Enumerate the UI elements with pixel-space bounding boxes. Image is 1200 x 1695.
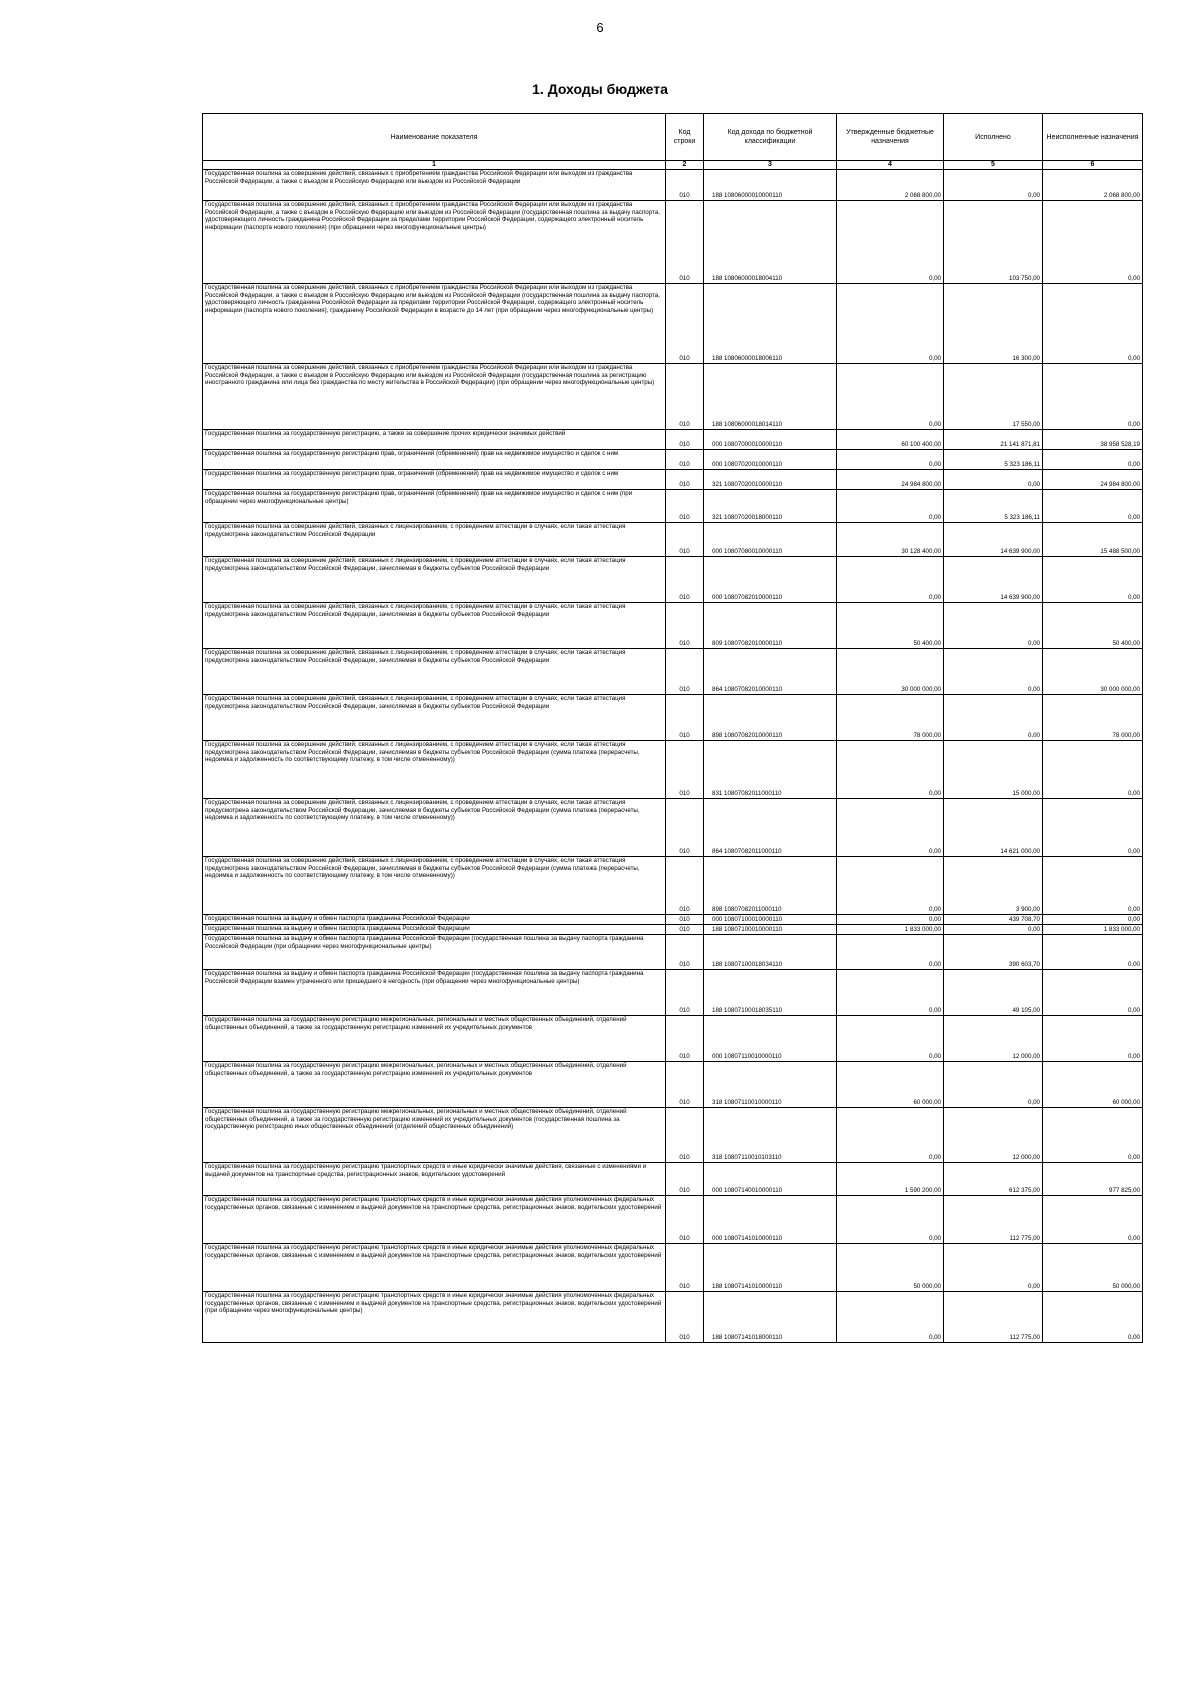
row-approved: 0,00 [837,1016,944,1062]
row-revenue-code: 000 10807080010000110 [704,523,837,557]
row-revenue-code: 000 10807140010000110 [704,1163,837,1196]
row-revenue-code: 188 10807100010000110 [704,925,837,935]
row-unexecuted: 50 400,00 [1043,603,1143,649]
row-unexecuted: 0,00 [1043,364,1143,430]
row-line-code: 010 [666,284,704,364]
row-approved: 0,00 [837,741,944,799]
row-executed: 5 323 186,11 [944,450,1043,470]
row-executed: 0,00 [944,695,1043,741]
table-row [203,649,1143,695]
row-indicator-name: Государственная пошлина за государственную регистрацию межрегиональных, региональных и местных общественных объединений, отделений общественных объединений, а также за государственную регистрацию изменений их учредительных документов [203,1062,666,1108]
row-unexecuted: 1 833 000,00 [1043,925,1143,935]
row-line-code: 010 [666,170,704,201]
table-row [203,1292,1143,1343]
row-unexecuted: 0,00 [1043,490,1143,523]
row-indicator-name: Государственная пошлина за государственную регистрацию транспортных средств и иные юридически значимые действия уполномоченных федеральных государственных органов, связанные с изменением и выдачей документов на транспортные средства, регистрационных знаков, водительских удостоверений (при обращении через многофункциональные центры) [203,1292,666,1343]
row-executed: 0,00 [944,170,1043,201]
table-row [203,1016,1143,1062]
row-indicator-name: Государственная пошлина за совершение действий, связанных с лицензированием, с проведением аттестации в случаях, если такая аттестация предусмотрена законодательством Российской Федерации, зачисляемая в бюджеты субъектов Российской Федерации [203,603,666,649]
row-executed: 0,00 [944,1062,1043,1108]
row-revenue-code: 898 10807082010000110 [704,695,837,741]
row-approved: 30 000 000,00 [837,649,944,695]
row-indicator-name: Государственная пошлина за совершение действий, связанных с лицензированием, с проведением аттестации в случаях, если такая аттестация предусмотрена законодательством Российской Федерации, зачисляемая в бюджеты субъектов Российской Федерации (сумма платежа (перерасчеты, недоимка и задолженность по соответствующему платежу, в том числе отмененному)) [203,857,666,915]
row-revenue-code: 318 10807110010000110 [704,1062,837,1108]
row-unexecuted: 0,00 [1043,557,1143,603]
row-unexecuted: 0,00 [1043,915,1143,925]
header-executed: Исполнено [944,114,1043,161]
row-approved: 0,00 [837,450,944,470]
row-line-code: 010 [666,741,704,799]
row-unexecuted: 0,00 [1043,799,1143,857]
row-indicator-name: Государственная пошлина за государственную регистрацию прав, ограничений (обременений) прав на недвижимое имущество и сделок с ним [203,450,666,470]
row-unexecuted: 78 000,00 [1043,695,1143,741]
page-number: 6 [596,20,604,35]
row-indicator-name: Государственная пошлина за государственную регистрацию прав, ограничений (обременений) прав на недвижимое имущество и сделок с ним (при обращении через многофункциональные центры) [203,490,666,523]
table-row [203,925,1143,935]
row-unexecuted: 60 000,00 [1043,1062,1143,1108]
row-line-code: 010 [666,1292,704,1343]
table-row [203,799,1143,857]
row-approved: 0,00 [837,1108,944,1163]
row-line-code: 010 [666,430,704,450]
row-unexecuted: 24 984 800,00 [1043,470,1143,490]
row-unexecuted: 0,00 [1043,1196,1143,1244]
row-executed: 612 375,00 [944,1163,1043,1196]
table-row [203,201,1143,284]
row-executed: 49 105,00 [944,970,1043,1016]
row-line-code: 010 [666,857,704,915]
row-line-code: 010 [666,915,704,925]
row-executed: 14 621 000,00 [944,799,1043,857]
row-approved: 0,00 [837,201,944,284]
row-line-code: 010 [666,1062,704,1108]
row-executed: 12 000,00 [944,1016,1043,1062]
row-revenue-code: 188 10807141010000110 [704,1244,837,1292]
row-line-code: 010 [666,1244,704,1292]
row-approved: 78 000,00 [837,695,944,741]
row-approved: 0,00 [837,364,944,430]
row-approved: 1 590 200,00 [837,1163,944,1196]
row-unexecuted: 2 068 800,00 [1043,170,1143,201]
row-unexecuted: 977 825,00 [1043,1163,1143,1196]
row-revenue-code: 864 10807082010000110 [704,649,837,695]
row-revenue-code: 000 10807082010000110 [704,557,837,603]
row-line-code: 010 [666,925,704,935]
row-unexecuted: 38 958 528,19 [1043,430,1143,450]
column-number: 6 [1043,161,1143,170]
row-executed: 112 775,00 [944,1196,1043,1244]
table-row [203,1244,1143,1292]
row-revenue-code: 321 10807020010000110 [704,470,837,490]
row-revenue-code: 000 10807020010000110 [704,450,837,470]
row-line-code: 010 [666,201,704,284]
row-revenue-code: 000 10807000010000110 [704,430,837,450]
row-line-code: 010 [666,490,704,523]
row-indicator-name: Государственная пошлина за совершение действий, связанных с лицензированием, с проведением аттестации в случаях, если такая аттестация предусмотрена законодательством Российской Федерации, зачисляемая в бюджеты субъектов Российской Федерации [203,695,666,741]
column-number: 5 [944,161,1043,170]
table-row [203,970,1143,1016]
row-line-code: 010 [666,603,704,649]
table-row [203,557,1143,603]
row-indicator-name: Государственная пошлина за выдачу и обмен паспорта гражданина Российской Федерации [203,925,666,935]
header-line-code: Код строки [666,114,704,161]
row-approved: 0,00 [837,490,944,523]
column-number: 2 [666,161,704,170]
row-indicator-name: Государственная пошлина за государственную регистрацию, а также за совершение прочих юридически значимых действий [203,430,666,450]
row-revenue-code: 000 10807100010000110 [704,915,837,925]
row-indicator-name: Государственная пошлина за совершение действий, связанных с приобретением гражданства Российской Федерации или выходом из гражданства Российской Федерации, а также с въездом в Российскую Федерацию или выездом из Российской Федерации (государственная пошлина за регистрацию иностранного гражданина или лица без гражданства по месту жительства в Российской Федерации) (при обращении через многофункциональные центры) [203,364,666,430]
row-revenue-code: 831 10807082011000110 [704,741,837,799]
row-unexecuted: 0,00 [1043,1108,1143,1163]
row-executed: 15 000,00 [944,741,1043,799]
table-row [203,170,1143,201]
row-executed: 12 000,00 [944,1108,1043,1163]
table-row [203,695,1143,741]
row-executed: 103 750,00 [944,201,1043,284]
row-revenue-code: 898 10807082011000110 [704,857,837,915]
row-indicator-name: Государственная пошлина за совершение действий, связанных с лицензированием, с проведением аттестации в случаях, если такая аттестация предусмотрена законодательством Российской Федерации, зачисляемая в бюджеты субъектов Российской Федерации (сумма платежа (перерасчеты, недоимка и задолженность по соответствующему платежу, в том числе отмененному)) [203,741,666,799]
row-executed: 16 300,00 [944,284,1043,364]
row-unexecuted: 0,00 [1043,741,1143,799]
row-approved: 0,00 [837,799,944,857]
row-line-code: 010 [666,450,704,470]
row-approved: 0,00 [837,1196,944,1244]
row-revenue-code: 188 10807100018034110 [704,935,837,970]
row-line-code: 010 [666,970,704,1016]
row-approved: 0,00 [837,557,944,603]
table-row [203,857,1143,915]
row-revenue-code: 321 10807020018000110 [704,490,837,523]
row-executed: 390 603,70 [944,935,1043,970]
page-title: 1. Доходы бюджета [532,81,668,97]
row-indicator-name: Государственная пошлина за совершение действий, связанных с приобретением гражданства Российской Федерации или выходом из гражданства Российской Федерации, а также с въездом в Российскую Федерацию или выездом из Российской Федерации (государственная пошлина за выдачу паспорта, удостоверяющего личность гражданина Российской Федерации за пределами территории Российской Федерации, содержащего электронный носитель информации (паспорта нового поколения) (при обращении через многофункциональные центры) [203,201,666,284]
row-unexecuted: 30 000 000,00 [1043,649,1143,695]
row-line-code: 010 [666,1163,704,1196]
row-indicator-name: Государственная пошлина за совершение действий, связанных с приобретением гражданства Российской Федерации или выходом из гражданства Российской Федерации, а также с въездом в Российскую Федерацию или выездом из Российской Федерации [203,170,666,201]
row-revenue-code: 000 10807141010000110 [704,1196,837,1244]
row-indicator-name: Государственная пошлина за государственную регистрацию межрегиональных, региональных и местных общественных объединений, отделений общественных объединений, а также за государственную регистрацию изменений их учредительных документов (государственная пошлина за государственную регистрацию иных общественных объединений (отделений общественных объединений) [203,1108,666,1163]
row-unexecuted: 0,00 [1043,284,1143,364]
row-line-code: 010 [666,935,704,970]
row-approved: 60 100 400,00 [837,430,944,450]
table-row [203,915,1143,925]
row-line-code: 010 [666,649,704,695]
row-executed: 3 900,00 [944,857,1043,915]
row-unexecuted: 0,00 [1043,1292,1143,1343]
row-executed: 17 550,00 [944,364,1043,430]
row-revenue-code: 318 10807110010103110 [704,1108,837,1163]
row-indicator-name: Государственная пошлина за государственную регистрацию прав, ограничений (обременений) прав на недвижимое имущество и сделок с ним [203,470,666,490]
table-row [203,1196,1143,1244]
table-row [203,430,1143,450]
table-row [203,490,1143,523]
column-number: 4 [837,161,944,170]
header-indicator-name: Наименование показателя [203,114,666,161]
table-row [203,470,1143,490]
row-line-code: 010 [666,1196,704,1244]
row-unexecuted: 50 000,00 [1043,1244,1143,1292]
row-indicator-name: Государственная пошлина за выдачу и обмен паспорта гражданина Российской Федерации (государственная пошлина за выдачу паспорта гражданина Российской Федерации (при обращении через многофункциональные центры) [203,935,666,970]
row-executed: 0,00 [944,603,1043,649]
row-approved: 0,00 [837,1292,944,1343]
row-line-code: 010 [666,470,704,490]
row-indicator-name: Государственная пошлина за совершение действий, связанных с лицензированием, с проведением аттестации в случаях, если такая аттестация предусмотрена законодательством Российской Федерации [203,523,666,557]
row-approved: 60 000,00 [837,1062,944,1108]
row-indicator-name: Государственная пошлина за совершение действий, связанных с приобретением гражданства Российской Федерации или выходом из гражданства Российской Федерации, а также с въездом в Российскую Федерацию или выездом из Российской Федерации (государственная пошлина за выдачу паспорта, удостоверяющего личность гражданина Российской Федерации за пределами территории Российской Федерации, содержащего электронный носитель информации (паспорта нового поколения), гражданину Российской Федерации в возрасте до 14 лет (при обращении через многофункциональные центры) [203,284,666,364]
row-revenue-code: 188 10806000018004110 [704,201,837,284]
header-unexecuted: Неисполненные назначения [1043,114,1143,161]
row-approved: 24 984 800,00 [837,470,944,490]
row-approved: 50 400,00 [837,603,944,649]
row-revenue-code: 188 10807141018000110 [704,1292,837,1343]
row-approved: 0,00 [837,935,944,970]
row-unexecuted: 0,00 [1043,970,1143,1016]
row-indicator-name: Государственная пошлина за государственную регистрацию транспортных средств и иные юридически значимые действия уполномоченных федеральных государственных органов, связанные с изменением и выдачей документов на транспортные средства, регистрационных знаков, водительских удостоверений [203,1244,666,1292]
column-number: 3 [704,161,837,170]
row-revenue-code: 188 10807100018035110 [704,970,837,1016]
row-revenue-code: 864 10807082011000110 [704,799,837,857]
row-indicator-name: Государственная пошлина за государственную регистрацию транспортных средств и иные юридически значимые действия уполномоченных федеральных государственных органов, связанные с изменением и выдачей документов на транспортные средства, регистрационных знаков, водительских удостоверений [203,1196,666,1244]
row-unexecuted: 0,00 [1043,201,1143,284]
row-unexecuted: 0,00 [1043,857,1143,915]
table-row [203,523,1143,557]
row-approved: 30 128 400,00 [837,523,944,557]
header-row [203,114,1143,161]
row-approved: 0,00 [837,915,944,925]
row-revenue-code: 000 10807110010000110 [704,1016,837,1062]
row-executed: 0,00 [944,470,1043,490]
row-revenue-code: 188 10806000010000110 [704,170,837,201]
row-unexecuted: 15 488 500,00 [1043,523,1143,557]
table-body [203,170,1143,1343]
row-unexecuted: 0,00 [1043,1016,1143,1062]
table-row [203,741,1143,799]
column-number: 1 [203,161,666,170]
table-row [203,603,1143,649]
header-approved: Утвержденные бюджетные назначения [837,114,944,161]
table-row [203,1108,1143,1163]
row-approved: 0,00 [837,970,944,1016]
row-line-code: 010 [666,1016,704,1062]
table-row [203,1163,1143,1196]
row-indicator-name: Государственная пошлина за государственную регистрацию транспортных средств и иные юридически значимые действия, связанные с изменениями и выдачей документов на транспортные средства, регистрационных знаков, водительских удостоверений [203,1163,666,1196]
row-indicator-name: Государственная пошлина за выдачу и обмен паспорта гражданина Российской Федерации [203,915,666,925]
row-executed: 0,00 [944,1244,1043,1292]
row-line-code: 010 [666,1108,704,1163]
row-executed: 14 639 900,00 [944,523,1043,557]
row-executed: 112 775,00 [944,1292,1043,1343]
row-executed: 0,00 [944,925,1043,935]
row-line-code: 010 [666,695,704,741]
row-executed: 5 323 186,11 [944,490,1043,523]
row-indicator-name: Государственная пошлина за совершение действий, связанных с лицензированием, с проведением аттестации в случаях, если такая аттестация предусмотрена законодательством Российской Федерации, зачисляемая в бюджеты субъектов Российской Федерации (сумма платежа (перерасчеты, недоимка и задолженность по соответствующему платежу, в том числе отмененному)) [203,799,666,857]
column-number-row [203,161,1143,170]
table-row [203,1062,1143,1108]
row-indicator-name: Государственная пошлина за выдачу и обмен паспорта гражданина Российской Федерации (государственная пошлина за выдачу паспорта гражданина Российской Федерации взамен утраченного или пришедшего в негодность (при обращении через многофункциональные центры) [203,970,666,1016]
row-line-code: 010 [666,557,704,603]
row-approved: 2 068 800,00 [837,170,944,201]
table-row [203,450,1143,470]
row-executed: 439 708,70 [944,915,1043,925]
table-row [203,364,1143,430]
row-indicator-name: Государственная пошлина за государственную регистрацию межрегиональных, региональных и местных общественных объединений, отделений общественных объединений, а также за государственную регистрацию изменений их учредительных документов [203,1016,666,1062]
row-line-code: 010 [666,523,704,557]
row-indicator-name: Государственная пошлина за совершение действий, связанных с лицензированием, с проведением аттестации в случаях, если такая аттестация предусмотрена законодательством Российской Федерации, зачисляемая в бюджеты субъектов Российской Федерации [203,649,666,695]
header-revenue-code: Код дохода по бюджетной классификации [704,114,837,161]
row-line-code: 010 [666,799,704,857]
row-approved: 1 833 000,00 [837,925,944,935]
table-row [203,284,1143,364]
row-revenue-code: 188 10806000018006110 [704,284,837,364]
row-revenue-code: 188 10806000018014110 [704,364,837,430]
row-executed: 14 639 900,00 [944,557,1043,603]
row-approved: 0,00 [837,857,944,915]
row-executed: 21 141 871,81 [944,430,1043,450]
row-revenue-code: 809 10807082010000110 [704,603,837,649]
budget-revenue-table [202,113,1143,1343]
row-unexecuted: 0,00 [1043,935,1143,970]
row-approved: 0,00 [837,284,944,364]
row-approved: 50 000,00 [837,1244,944,1292]
row-executed: 0,00 [944,649,1043,695]
row-indicator-name: Государственная пошлина за совершение действий, связанных с лицензированием, с проведением аттестации в случаях, если такая аттестация предусмотрена законодательством Российской Федерации, зачисляемая в бюджеты субъектов Российской Федерации [203,557,666,603]
table-row [203,935,1143,970]
row-unexecuted: 0,00 [1043,450,1143,470]
row-line-code: 010 [666,364,704,430]
